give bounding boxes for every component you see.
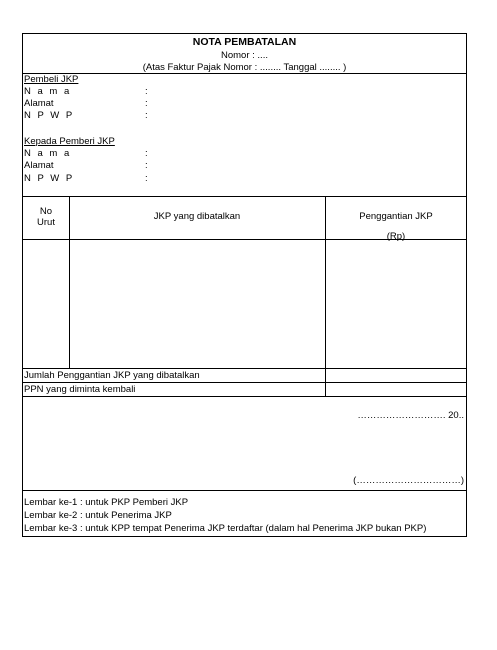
nomor-line: Nomor : ....	[221, 50, 268, 61]
pembeli-nama-label: N a m a	[24, 86, 72, 97]
col-divider-no	[69, 196, 70, 368]
pembeli-heading: Pembeli JKP	[24, 74, 79, 85]
footer-lembar-3: Lembar ke-3 : untuk KPP tempat Penerima JKP terdaftar (dalam hal Penerima JKP bukan PKP)	[24, 523, 427, 534]
col-no-header-line1: No	[39, 206, 53, 217]
signature-divider	[23, 490, 466, 491]
pembeli-alamat-colon: :	[145, 98, 148, 109]
jumlah-penggantian-label: Jumlah Penggantian JKP yang dibatalkan	[24, 370, 200, 381]
form-title: NOTA PEMBATALAN	[192, 36, 297, 48]
col-penggantian-header-line2: (Rp)	[386, 231, 406, 242]
footer-lembar-1: Lembar ke-1 : untuk PKP Pemberi JKP	[24, 497, 189, 508]
parties-divider	[23, 196, 466, 197]
table-body-bottom	[23, 368, 466, 369]
pemberi-alamat-label: Alamat	[24, 160, 54, 171]
col-jkp-header: JKP yang dibatalkan	[153, 211, 241, 222]
pemberi-npwp-colon: :	[145, 173, 148, 184]
pembeli-npwp-label: N P W P	[24, 110, 75, 121]
table-header-divider	[23, 239, 466, 240]
pemberi-npwp-label: N P W P	[24, 173, 75, 184]
signature-name: (……………………………)	[353, 475, 464, 486]
pemberi-alamat-colon: :	[145, 160, 148, 171]
pemberi-nama-colon: :	[145, 148, 148, 159]
jumlah-row-divider	[23, 382, 466, 383]
pemberi-heading: Kepada Pemberi JKP	[24, 136, 115, 147]
header-divider	[23, 73, 466, 74]
ppn-diminta-label: PPN yang diminta kembali	[24, 384, 136, 395]
totals-bottom-divider	[23, 396, 466, 397]
col-divider-penggantian	[325, 196, 326, 396]
col-no-header-line2: Urut	[37, 217, 55, 228]
signature-date: ………………………. 20..	[357, 410, 464, 421]
footer-lembar-2: Lembar ke-2 : untuk Penerima JKP	[24, 510, 172, 521]
pembeli-nama-colon: :	[145, 86, 148, 97]
nota-pembatalan-form	[22, 33, 467, 537]
pembeli-alamat-label: Alamat	[24, 98, 54, 109]
pembeli-npwp-colon: :	[145, 110, 148, 121]
pemberi-nama-label: N a m a	[24, 148, 72, 159]
col-penggantian-header-line1: Penggantian JKP	[359, 211, 433, 222]
faktur-reference-line: (Atas Faktur Pajak Nomor : ........ Tanggal ........ )	[142, 62, 347, 73]
